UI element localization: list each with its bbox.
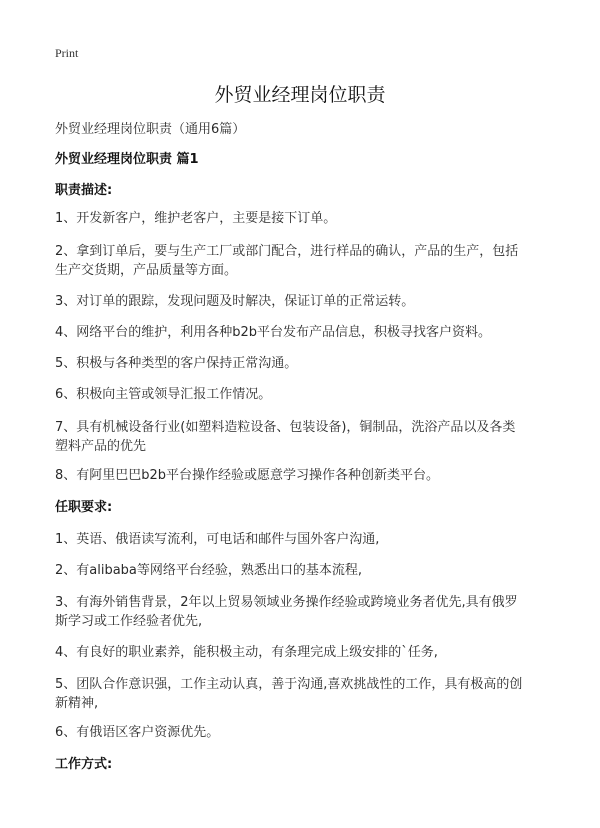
requirement-item: 2、有alibaba等网络平台经验，熟悉出口的基本流程,	[55, 563, 363, 578]
page-title: 外贸业经理岗位职责	[214, 84, 386, 106]
requirement-item: 6、有俄语区客户资源优先。	[55, 725, 220, 740]
duty-item: 3、对订单的跟踪，发现问题及时解决，保证订单的正常运转。	[55, 294, 415, 309]
job-description-heading: 职责描述:	[55, 183, 113, 198]
requirement-item: 5、团队合作意识强，工作主动认真，善于沟通,喜欢挑战性的工作，具有极高的创	[55, 677, 523, 692]
document-subtitle: 外贸业经理岗位职责（通用6篇）	[55, 122, 246, 137]
section-title: 外贸业经理岗位职责 篇1	[55, 152, 199, 167]
requirement-item: 4、有良好的职业素养，能积极主动，有条理完成上级安排的`任务,	[55, 645, 438, 660]
requirement-item-continuation: 新精神,	[55, 696, 99, 711]
requirement-item: 3、有海外销售背景，2年以上贸易领域业务操作经验或跨境业务者优先,具有俄罗	[55, 595, 518, 610]
work-mode-heading: 工作方式:	[55, 757, 113, 772]
duty-item: 7、具有机械设备行业(如塑料造粒设备、包装设备)，铜制品，洗浴产品以及各类	[55, 420, 516, 435]
duty-item: 6、积极向主管或领导汇报工作情况。	[55, 387, 272, 402]
duty-item: 1、开发新客户，维护老客户，主要是接下订单。	[55, 211, 337, 226]
duty-item: 2、拿到订单后，要与生产工厂或部门配合，进行样品的确认，产品的生产，包括	[55, 244, 519, 259]
requirements-heading: 任职要求:	[55, 500, 113, 515]
duty-item-continuation: 生产交货期，产品质量等方面。	[55, 263, 238, 278]
requirement-item: 1、英语、俄语读写流利，可电话和邮件与国外客户沟通,	[55, 532, 380, 547]
duty-item: 5、积极与各种类型的客户保持正常沟通。	[55, 356, 298, 371]
print-label: Print	[55, 46, 79, 60]
duty-item: 4、网络平台的维护，利用各种b2b平台发布产品信息，积极寻找客户资料。	[55, 325, 492, 340]
duty-item-continuation: 塑料产品的优先	[55, 439, 147, 454]
duty-item: 8、有阿里巴巴b2b平台操作经验或愿意学习操作各种创新类平台。	[55, 468, 440, 483]
requirement-item-continuation: 斯学习或工作经验者优先,	[55, 614, 203, 629]
